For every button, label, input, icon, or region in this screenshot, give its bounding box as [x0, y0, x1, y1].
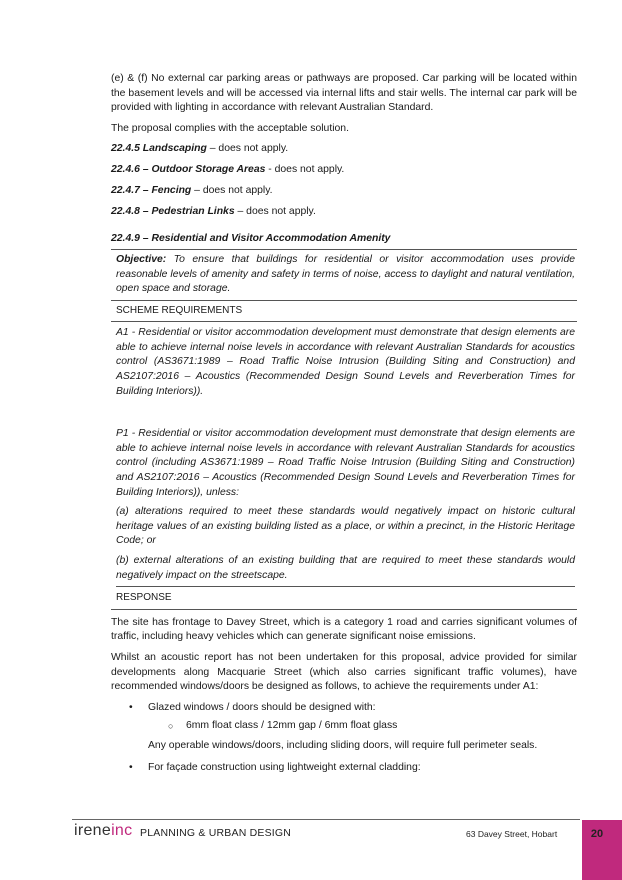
response-paragraph-2: Whilst an acoustic report has not been undertaken for this proposal, advice provided for similar developments along Macquarie Street (which also carries significant traffic volumes), have recommended windows/doors be designed as follows, to achieve the requirements under A1:: [111, 651, 577, 693]
intro-paragraph: (e) & (f) No external car parking areas or pathways are proposed. Car parking will be located within the basement levels and will be accessed via internal lifts and stair wells. The internal car park will be provided with lighting in accordance with relevant Australian Standard.: [111, 73, 577, 114]
brand-name-irene: irene: [74, 822, 112, 839]
list-item: [111, 761, 577, 776]
subsection-title: 22.4.6 – Outdoor Storage Areas: [111, 164, 266, 176]
list-item-text: Glazed windows / doors should be designed with:: [148, 701, 376, 713]
subsection-text: – does not apply.: [191, 184, 273, 196]
subsection-title: 22.4.7 – Fencing: [111, 184, 192, 196]
subsection-landscaping: [111, 142, 577, 157]
sub-list-item: [111, 719, 577, 734]
performance-criteria-p1: [111, 425, 577, 587]
p1-clause-a: (a) alterations required to meet these standards would negatively impact on historic cultural heritage values of an existing building listed as a place, or within a precinct, in the Historic Heritage Code; or: [116, 506, 575, 547]
bullet-icon: •: [129, 701, 133, 713]
scheme-requirements-header: SCHEME REQUIREMENTS: [111, 301, 577, 323]
recommendations-list-continued: [111, 761, 577, 776]
subsection-title: 22.4.5 Landscaping: [111, 143, 207, 155]
p1-text: P1 - Residential or visitor accommodation development must demonstrate that design elements are able to achieve internal noise levels in accordance with relevant Australian Standards for acoustics control (including AS3671:1989 – Road Traffic Noise Intrusion (Building Siting and Construction) and AS2107:2016 – Acoustics (Recommended Design Sound Levels and Reverberation Times for Building Interiors)), unless:: [116, 428, 575, 498]
subsection-outdoor-storage: [111, 163, 577, 178]
response-paragraph-1: The site has frontage to Davey Street, which is a category 1 road and carries significant volumes of traffic, including heavy vehicles which can generate significant noise emissions.: [111, 616, 577, 643]
page-content: [111, 72, 577, 778]
subsection-text: – does not apply.: [234, 205, 316, 217]
brand-name-inc: inc: [111, 822, 133, 839]
circle-bullet-icon: ○: [168, 721, 174, 732]
footer-address: 63 Davey Street, Hobart: [466, 829, 558, 839]
seals-note: Any operable windows/doors, including sliding doors, will require full perimeter seals.: [148, 739, 538, 751]
section-title: 22.4.9 – Residential and Visitor Accommodation Amenity: [111, 232, 577, 250]
bullet-icon: •: [129, 761, 133, 773]
complies-statement: The proposal complies with the acceptable solution.: [111, 122, 349, 134]
brand-logo: [74, 822, 132, 840]
objective-text: To ensure that buildings for residential or visitor accommodation uses provide reasonable levels of amenity and safety in terms of noise, access to daylight and natural ventilation, open space and storage.: [116, 253, 575, 295]
page-number: 20: [590, 828, 604, 840]
list-item-text: For façade construction using lightweight external cladding:: [148, 761, 421, 773]
response-header: RESPONSE: [111, 587, 577, 610]
acceptable-solution-a1: A1 - Residential or visitor accommodation development must demonstrate that design elements are able to achieve internal noise levels in accordance with relevant Australian Standards for acoustics control (AS3671:1989 – Road Traffic Noise Intrusion (Building Siting and Construction) and AS2107:2016 – Acoustics (Recommended Design Sound Levels and Reverberation Times for Building Interiors)).: [116, 327, 575, 397]
objective-label: Objective:: [116, 253, 167, 265]
footer-divider: [72, 819, 580, 820]
subsection-pedestrian-links: [111, 205, 577, 220]
subsection-fencing: [111, 184, 577, 199]
page-number-tab: [582, 820, 622, 880]
subsection-title: 22.4.8 – Pedestrian Links: [111, 205, 235, 217]
list-item: [111, 701, 577, 716]
brand-tagline: PLANNING & URBAN DESIGN: [140, 827, 292, 839]
p1-clause-b: (b) external alterations of an existing building that are required to meet these standards would negatively impact on the streetscape.: [116, 554, 575, 587]
subsection-text: - does not apply.: [265, 164, 345, 176]
sub-list-item-text: 6mm float class / 12mm gap / 6mm float glass: [186, 720, 398, 732]
objective-block: [111, 250, 577, 301]
subsection-text: – does not apply.: [206, 143, 289, 155]
recommendations-list: [111, 701, 577, 716]
